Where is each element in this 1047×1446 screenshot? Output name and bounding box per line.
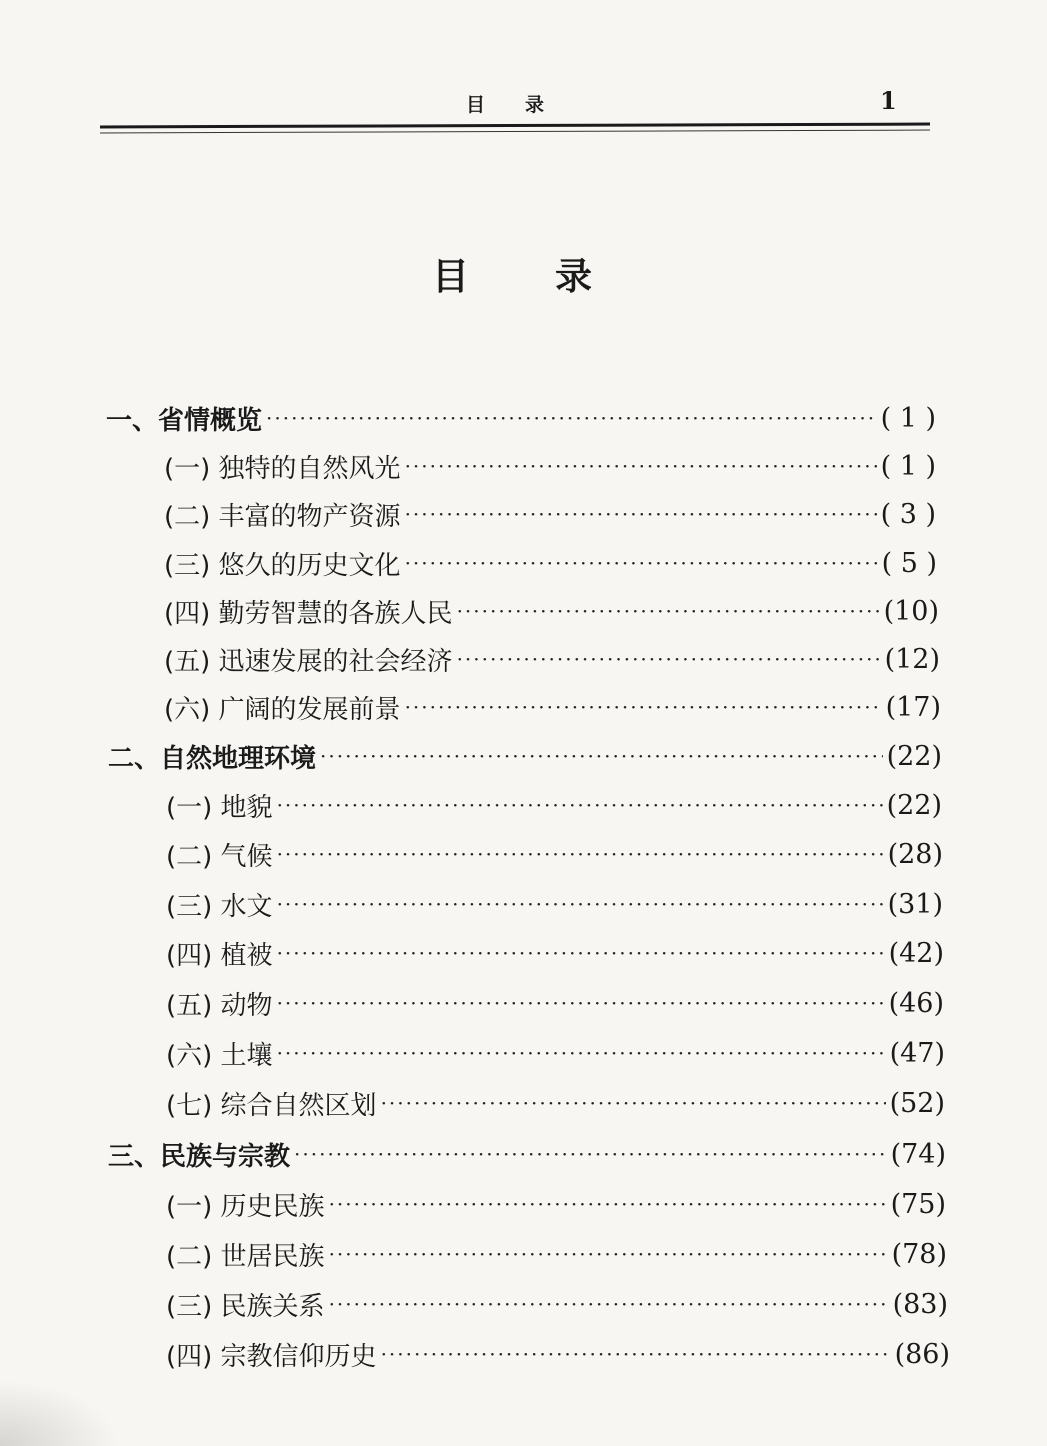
toc-entry-chapter-3[interactable] <box>108 1134 946 1174</box>
toc-entry-page: (17) <box>885 691 941 723</box>
toc-entry[interactable] <box>164 639 940 679</box>
toc-entry-page: (83) <box>892 1288 948 1320</box>
toc-entry[interactable] <box>166 834 943 874</box>
toc-entry-page: (22) <box>886 740 942 772</box>
leader-dots <box>329 1292 889 1316</box>
toc-entry[interactable] <box>164 687 941 727</box>
toc-entry[interactable] <box>164 543 937 583</box>
toc-entry-label: (三) 民族关系 <box>166 1291 325 1322</box>
toc-entry-page: ( 5 ) <box>881 547 937 579</box>
toc-entry-label: (四) 宗教信仰历史 <box>166 1341 377 1372</box>
toc-entry[interactable] <box>166 1234 947 1274</box>
toc-entry[interactable] <box>164 494 936 534</box>
page-title: 目录 <box>432 255 678 298</box>
scan-shadow <box>0 1380 120 1446</box>
leader-dots <box>294 1142 887 1166</box>
leader-dots <box>405 551 878 575</box>
toc-entry-page: ( 3 ) <box>880 498 936 530</box>
leader-dots <box>405 502 877 526</box>
toc-entry-label: (一) 历史民族 <box>166 1191 325 1222</box>
toc-entry-label: (二) 气候 <box>166 841 273 872</box>
toc-entry[interactable] <box>166 884 943 924</box>
leader-dots <box>329 1192 887 1216</box>
toc-entry[interactable] <box>166 983 944 1023</box>
toc-entry[interactable] <box>166 785 942 825</box>
toc-entry-page: (10) <box>883 595 939 627</box>
leader-dots <box>320 744 883 768</box>
toc-entry-label: (三) 水文 <box>166 891 273 922</box>
leader-dots <box>381 1091 886 1115</box>
leader-dots <box>277 941 885 965</box>
toc-entry-page: (75) <box>890 1188 946 1220</box>
leader-dots <box>277 842 884 866</box>
toc-entry-page: (47) <box>889 1037 945 1069</box>
toc-entry[interactable] <box>164 446 936 486</box>
toc-entry[interactable] <box>166 1033 945 1073</box>
toc-entry-page: (52) <box>889 1087 945 1119</box>
toc-entry[interactable] <box>166 1184 946 1224</box>
toc-entry-label: (三) 悠久的历史文化 <box>164 550 401 581</box>
toc-entry[interactable] <box>164 591 939 631</box>
toc-entry[interactable] <box>166 1083 945 1123</box>
toc-entry-label: (五) 动物 <box>166 990 273 1021</box>
leader-dots <box>329 1242 888 1266</box>
toc-entry-label: 一、省情概览 <box>106 405 263 436</box>
toc-entry-label: 三、民族与宗教 <box>108 1141 291 1172</box>
toc-entry-page: (28) <box>887 838 943 870</box>
toc-entry-label: (四) 植被 <box>166 940 273 971</box>
toc-entry[interactable] <box>166 1334 950 1374</box>
toc-entry-page: (78) <box>891 1238 947 1270</box>
running-header-title: 目录 <box>466 94 585 116</box>
toc-entry-page: (22) <box>886 789 942 821</box>
toc-entry-page: (74) <box>890 1138 946 1170</box>
toc-entry-label: (七) 综合自然区划 <box>166 1090 377 1121</box>
toc-entry-page: (42) <box>888 937 944 969</box>
leader-dots <box>277 1041 886 1065</box>
leader-dots <box>381 1342 891 1366</box>
toc-entry-label: (五) 迅速发展的社会经济 <box>164 646 453 677</box>
toc-entry-page: (12) <box>884 643 940 675</box>
toc-entry-label: (六) 广阔的发展前景 <box>164 694 401 725</box>
toc-entry-page: (46) <box>888 987 944 1019</box>
toc-entry-label: (二) 世居民族 <box>166 1241 325 1272</box>
toc-entry-label: (一) 独特的自然风光 <box>164 453 401 484</box>
toc-entry-page: ( 1 ) <box>880 450 936 482</box>
toc-entry[interactable] <box>166 933 944 973</box>
toc-entry-page: ( 1 ) <box>880 402 936 434</box>
leader-dots <box>405 695 882 719</box>
toc-entry-label: 二、自然地理环境 <box>108 743 317 774</box>
leader-dots <box>457 647 881 671</box>
leader-dots <box>277 793 883 817</box>
leader-dots <box>277 991 885 1015</box>
leader-dots <box>405 454 877 478</box>
leader-dots <box>266 406 877 430</box>
toc-entry-page: (86) <box>894 1338 950 1370</box>
toc-entry-label: (六) 土壤 <box>166 1040 273 1071</box>
leader-dots <box>277 892 884 916</box>
toc-entry-label: (一) 地貌 <box>166 792 273 823</box>
toc-entry-label: (四) 勤劳智慧的各族人民 <box>164 598 453 629</box>
toc-entry-chapter-2[interactable] <box>108 736 942 776</box>
toc-entry[interactable] <box>166 1284 948 1324</box>
page-number: 1 <box>880 86 897 115</box>
toc-entry-page: (31) <box>887 888 943 920</box>
toc-entry-chapter-1[interactable] <box>106 398 936 438</box>
leader-dots <box>457 599 880 623</box>
toc-entry-label: (二) 丰富的物产资源 <box>164 501 401 532</box>
